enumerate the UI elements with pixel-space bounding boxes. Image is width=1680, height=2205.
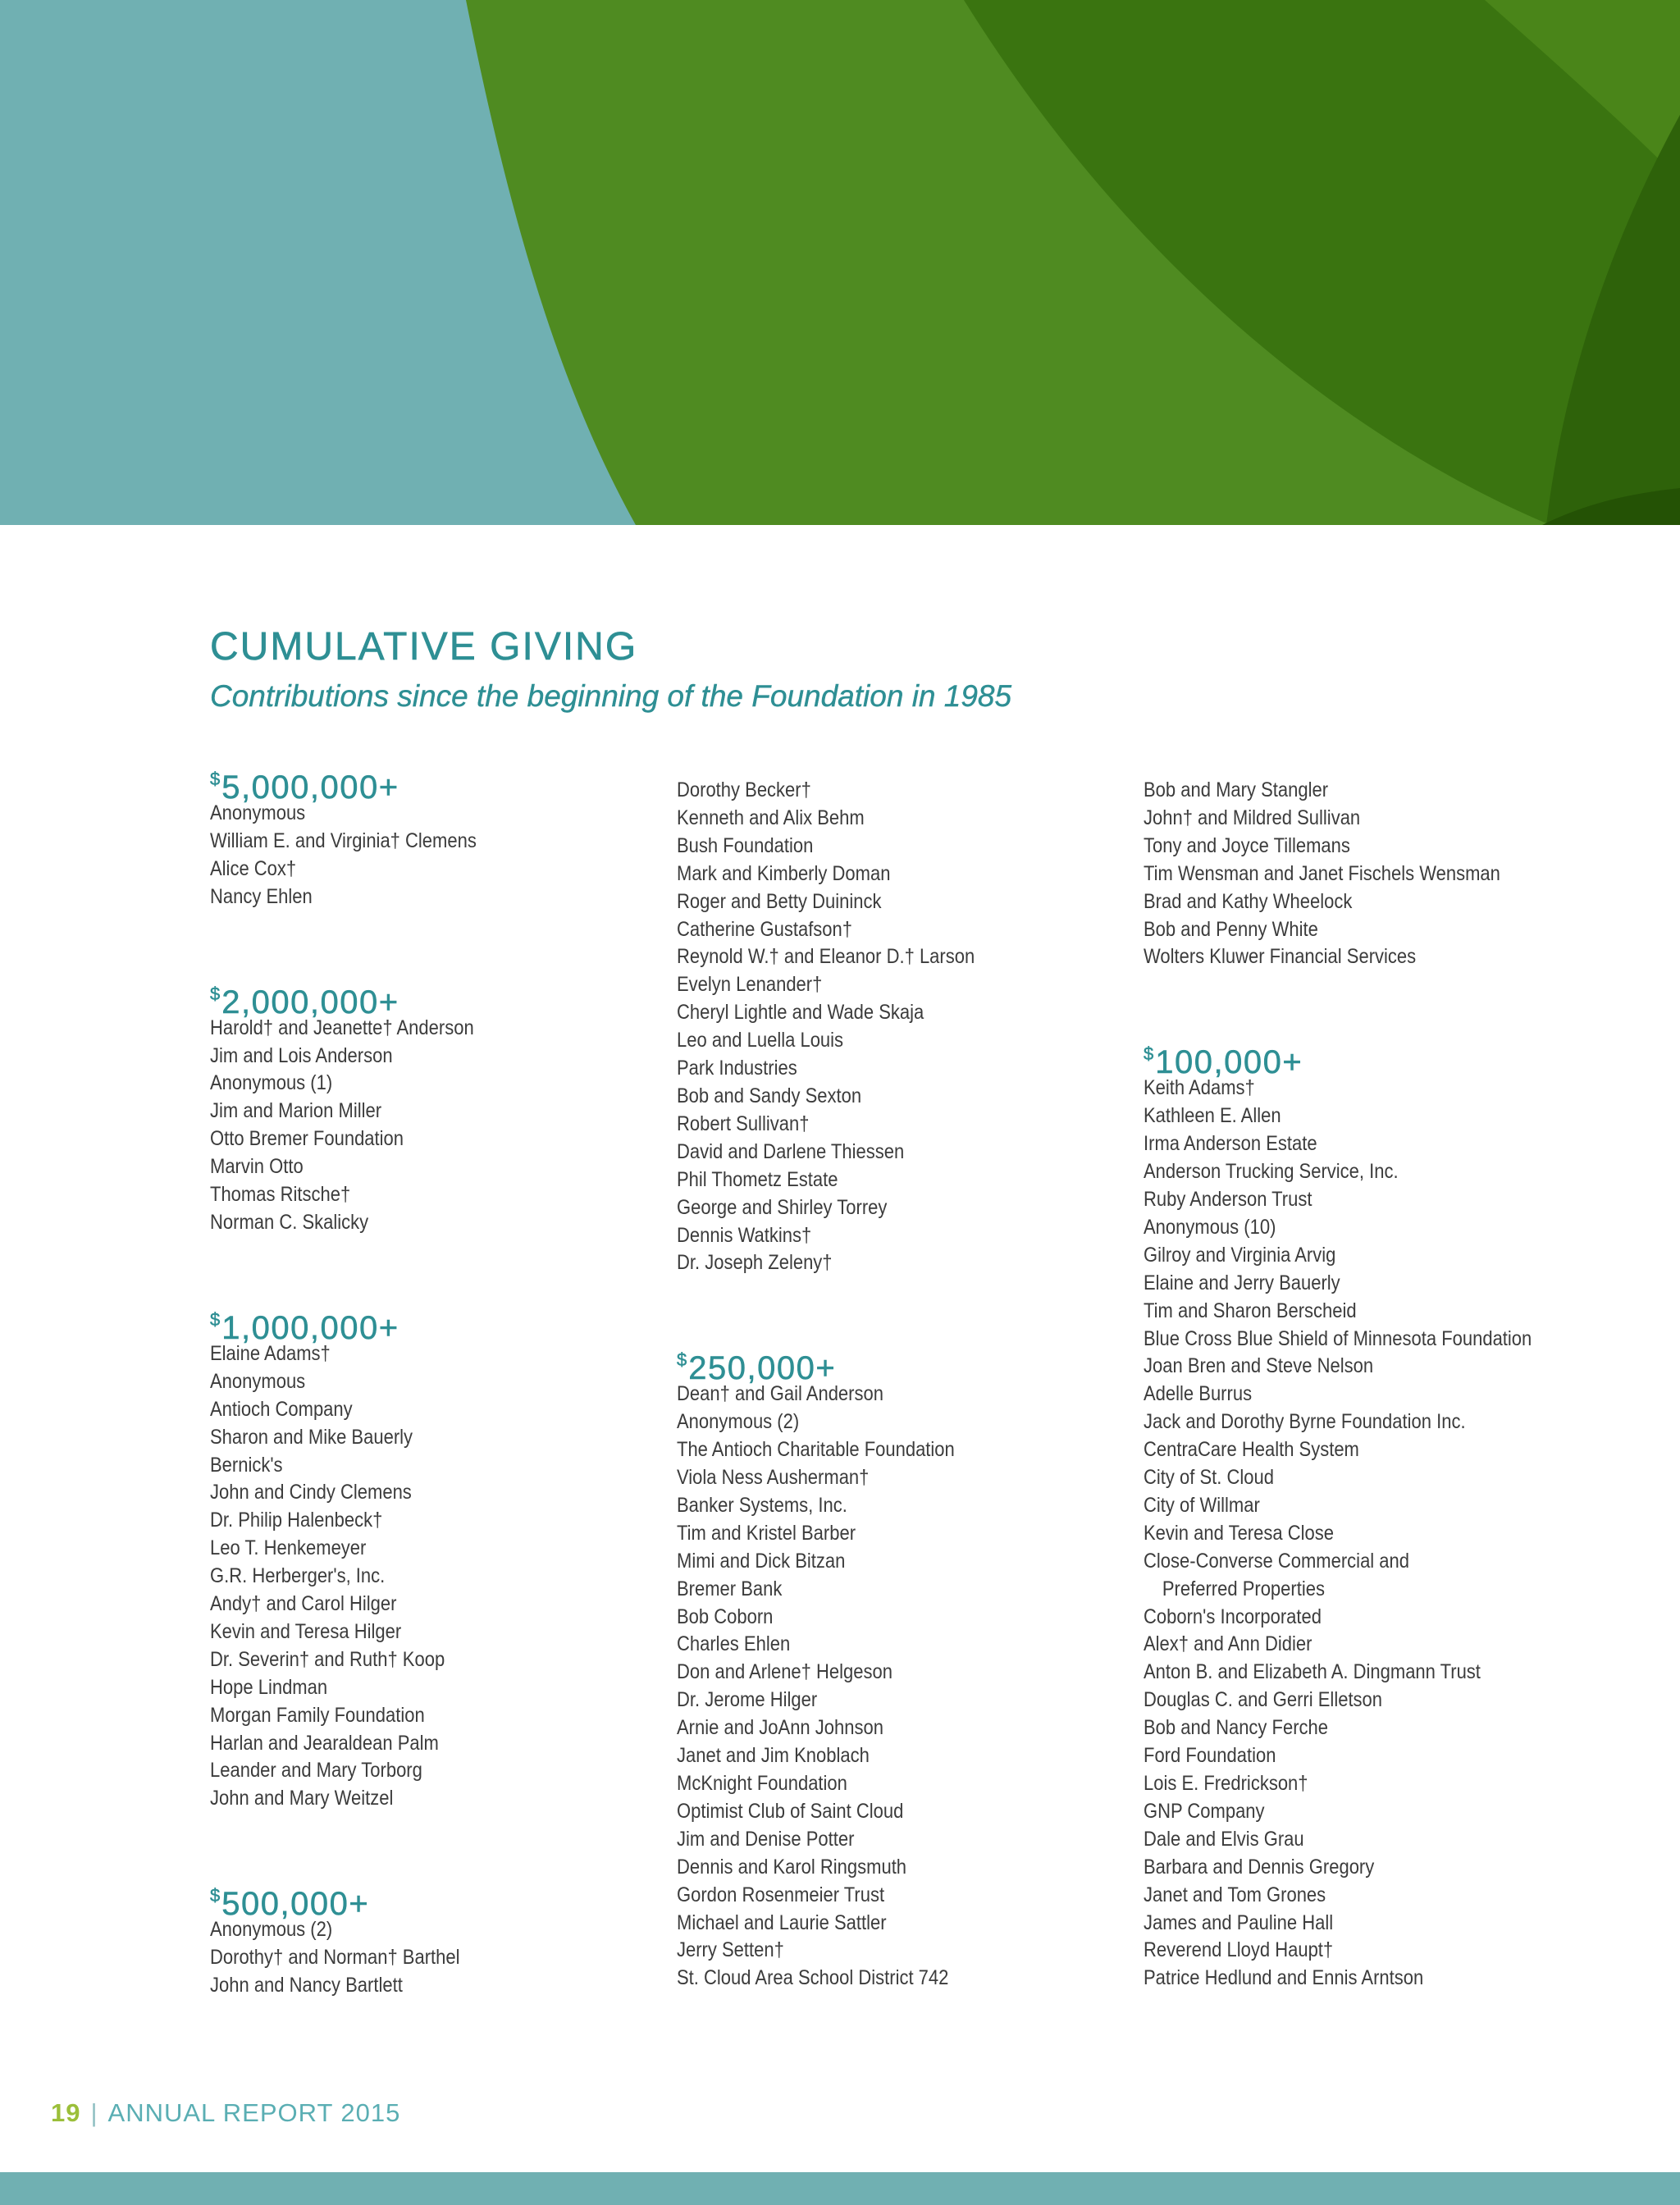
donor-name: Ruby Anderson Trust: [1144, 1187, 1312, 1211]
donor-name: Leo and Luella Louis: [677, 1029, 844, 1052]
donor-name: Roger and Betty Duininck: [677, 889, 882, 913]
donor-name: Dorothy† and Norman† Barthel: [210, 1946, 460, 1970]
donor-name: Dr. Jerome Hilger: [677, 1688, 818, 1712]
tier-amount-value: 100,000+: [1155, 1044, 1303, 1081]
donor-name: Alice Cox†: [210, 856, 297, 880]
donor-list: [210, 1340, 653, 1813]
column-lead-space: [1144, 759, 1586, 777]
donor-name: Dennis and Karol Ringsmuth: [677, 1855, 907, 1879]
donor-name: Ford Foundation: [1144, 1744, 1276, 1768]
page-number: 19: [51, 2098, 81, 2127]
donor-name: Bernick's: [210, 1453, 283, 1477]
donor-name: Dr. Philip Halenbeck†: [210, 1509, 383, 1532]
donor-name: Adelle Burrus: [1144, 1382, 1253, 1406]
donor-name: Lois E. Fredrickson†: [1144, 1772, 1308, 1795]
donor-name: Jack and Dorothy Byrne Foundation Inc.: [1144, 1410, 1466, 1434]
donor-name: Michael and Laurie Sattler: [677, 1911, 887, 1934]
donor-name: Dr. Severin† and Ruth† Koop: [210, 1647, 445, 1671]
donor-name: Andy† and Carol Hilger: [210, 1592, 397, 1616]
currency-symbol: $: [210, 769, 221, 789]
donor-name: Norman C. Skalicky: [210, 1210, 369, 1234]
donor-column-1: [210, 759, 653, 2000]
donor-name: Bremer Bank: [677, 1577, 783, 1600]
donor-name: Arnie and JoAnn Johnson: [677, 1716, 883, 1740]
tier-amount: [210, 974, 653, 1020]
donor-name: Anonymous (2): [210, 1918, 333, 1942]
donor-name: Coborn's Incorporated: [1144, 1605, 1322, 1628]
tier-amount-value: 5,000,000+: [221, 769, 399, 806]
donor-name: McKnight Foundation: [677, 1772, 847, 1795]
tier-amount: [210, 1299, 653, 1346]
donor-name: John and Nancy Bartlett: [210, 1974, 403, 1997]
donor-name: Bush Foundation: [677, 833, 814, 857]
donor-name: St. Cloud Area School District 742: [677, 1966, 949, 1990]
donor-name: Jim and Denise Potter: [677, 1827, 855, 1851]
donor-name: Kevin and Teresa Hilger: [210, 1619, 402, 1643]
donor-name: Close-Converse Commercial and: [1144, 1549, 1410, 1573]
column-lead-space: [677, 759, 1120, 777]
donor-name: Elaine and Jerry Bauerly: [1144, 1271, 1340, 1294]
donor-name: Janet and Jim Knoblach: [677, 1744, 870, 1768]
donor-list-continued: [677, 777, 1120, 1277]
donor-name: Gilroy and Virginia Arvig: [1144, 1243, 1336, 1267]
donor-list: [1144, 1075, 1586, 1993]
donor-name: Preferred Properties: [1162, 1577, 1325, 1600]
donor-name: Viola Ness Ausherman†: [677, 1466, 870, 1490]
donor-name: Dean† and Gail Anderson: [677, 1382, 883, 1406]
tier-amount: [1144, 1034, 1586, 1081]
donor-name: Barbara and Dennis Gregory: [1144, 1855, 1375, 1879]
donor-name: Anonymous (2): [677, 1410, 800, 1434]
donor-name: Blue Cross Blue Shield of Minnesota Foundation: [1144, 1326, 1532, 1350]
tier-250000: [677, 1340, 1120, 1993]
donor-name: Reverend Lloyd Haupt†: [1144, 1938, 1334, 1962]
donor-name: Tim Wensman and Janet Fischels Wensman: [1144, 861, 1500, 885]
donor-name: Robert Sullivan†: [677, 1112, 810, 1135]
tier-1000000: [210, 1299, 653, 1813]
header-banner: [0, 0, 1680, 525]
donor-name: Elaine Adams†: [210, 1341, 331, 1365]
donor-name: CentraCare Health System: [1144, 1438, 1359, 1462]
donor-list-continued: [1144, 777, 1586, 971]
donor-name: David and Darlene Thiessen: [677, 1139, 905, 1163]
donor-name: Leander and Mary Torborg: [210, 1759, 422, 1783]
page-title: CUMULATIVE GIVING: [210, 625, 638, 669]
donor-name: Harlan and Jearaldean Palm: [210, 1731, 439, 1755]
donor-name: Wolters Kluwer Financial Services: [1144, 945, 1417, 969]
donor-name: Tim and Kristel Barber: [677, 1521, 856, 1545]
donor-name: Otto Bremer Foundation: [210, 1127, 404, 1151]
tier-amount-value: 2,000,000+: [221, 984, 399, 1020]
donor-name: City of St. Cloud: [1144, 1466, 1274, 1490]
donor-name: Bob and Nancy Ferche: [1144, 1716, 1329, 1740]
donor-name: Don and Arlene† Helgeson: [677, 1660, 892, 1684]
tier-amount: [677, 1340, 1120, 1387]
currency-symbol: $: [210, 1308, 221, 1330]
donor-name: Morgan Family Foundation: [210, 1703, 425, 1727]
donor-name: Banker Systems, Inc.: [677, 1493, 847, 1517]
tier-amount: [210, 759, 653, 806]
donor-name: Bob and Mary Stangler: [1144, 778, 1329, 801]
donor-name: Antioch Company: [210, 1397, 353, 1421]
tier-100000: [1144, 1034, 1586, 1993]
donor-list: [210, 800, 653, 911]
donor-name: George and Shirley Torrey: [677, 1195, 888, 1219]
donor-name: The Antioch Charitable Foundation: [677, 1438, 955, 1462]
donor-name: Patrice Hedlund and Ennis Arntson: [1144, 1966, 1424, 1990]
donor-name: Nancy Ehlen: [210, 884, 313, 908]
donor-name: Harold† and Jeanette† Anderson: [210, 1016, 474, 1039]
donor-name: Catherine Gustafson†: [677, 917, 853, 941]
donor-name: Marvin Otto: [210, 1155, 304, 1179]
donor-name: Dale and Elvis Grau: [1144, 1827, 1304, 1851]
donor-name: William E. and Virginia† Clemens: [210, 829, 477, 852]
currency-symbol: $: [677, 1349, 687, 1371]
donor-name: Phil Thometz Estate: [677, 1167, 838, 1191]
donor-name: Hope Lindman: [210, 1675, 328, 1699]
donor-name: Dennis Watkins†: [677, 1223, 812, 1247]
tier-amount: [210, 1875, 653, 1923]
donor-column-2: [677, 759, 1120, 1993]
donor-name: Anton B. and Elizabeth A. Dingmann Trust: [1144, 1660, 1481, 1684]
donor-name: Jerry Setten†: [677, 1938, 784, 1962]
banner-graphic: [0, 0, 1680, 525]
donor-name: Tim and Sharon Berscheid: [1144, 1299, 1357, 1322]
donor-name: Anonymous (1): [210, 1071, 333, 1095]
tier-5000000: [210, 759, 653, 911]
bottom-bar: [0, 2172, 1680, 2205]
donor-name: Brad and Kathy Wheelock: [1144, 889, 1353, 913]
donor-name: Mark and Kimberly Doman: [677, 861, 891, 885]
donor-name: Anonymous (10): [1144, 1215, 1276, 1239]
footer-separator: |: [90, 2098, 98, 2127]
tier-2000000: [210, 974, 653, 1237]
tier-500000: [210, 1875, 653, 2000]
donor-name: Cheryl Lightle and Wade Skaja: [677, 1001, 924, 1025]
tier-amount-value: 250,000+: [688, 1350, 837, 1387]
donor-name: Anonymous: [210, 1369, 306, 1393]
report-title: ANNUAL REPORT 2015: [107, 2098, 401, 2127]
currency-symbol: $: [1144, 1043, 1154, 1065]
donor-name: Reynold W.† and Eleanor D.† Larson: [677, 945, 975, 969]
currency-symbol: $: [210, 983, 221, 1004]
donor-name: Jim and Marion Miller: [210, 1099, 382, 1123]
donor-name: Anonymous: [210, 801, 306, 824]
donor-name: Irma Anderson Estate: [1144, 1132, 1317, 1156]
donor-name: Bob Coborn: [677, 1605, 774, 1628]
donor-name: Keith Adams†: [1144, 1076, 1255, 1100]
donor-name: Charles Ehlen: [677, 1632, 791, 1656]
donor-name: James and Pauline Hall: [1144, 1911, 1334, 1934]
donor-name: John and Cindy Clemens: [210, 1481, 412, 1504]
donor-name: Evelyn Lenander†: [677, 973, 823, 997]
donor-name: Thomas Ritsche†: [210, 1183, 351, 1207]
donor-name: Douglas C. and Gerri Elletson: [1144, 1688, 1383, 1712]
donor-name: Dorothy Becker†: [677, 778, 811, 801]
donor-name: Kevin and Teresa Close: [1144, 1521, 1334, 1545]
donor-name: Mimi and Dick Bitzan: [677, 1549, 846, 1573]
donor-name: Kenneth and Alix Behm: [677, 806, 865, 829]
donor-name: Dr. Joseph Zeleny†: [677, 1251, 833, 1275]
donor-name: Janet and Tom Grones: [1144, 1883, 1326, 1906]
donor-name: Leo T. Henkemeyer: [210, 1536, 367, 1560]
donor-column-3: [1144, 759, 1586, 1993]
donor-name: G.R. Herberger's, Inc.: [210, 1564, 386, 1588]
donor-name: GNP Company: [1144, 1799, 1265, 1823]
donor-name: Joan Bren and Steve Nelson: [1144, 1354, 1374, 1378]
donor-name: Alex† and Ann Didier: [1144, 1632, 1312, 1656]
tier-amount-value: 500,000+: [221, 1886, 370, 1923]
donor-name: Anderson Trucking Service, Inc.: [1144, 1160, 1399, 1184]
donor-name: Tony and Joyce Tillemans: [1144, 833, 1350, 857]
donor-name: Optimist Club of Saint Cloud: [677, 1799, 904, 1823]
donor-list: [210, 1015, 653, 1237]
donor-name: Park Industries: [677, 1057, 797, 1080]
donor-name: Bob and Sandy Sexton: [677, 1084, 862, 1107]
donor-name: City of Willmar: [1144, 1493, 1260, 1517]
donor-name: John and Mary Weitzel: [210, 1787, 394, 1810]
donor-list: [210, 1916, 653, 2000]
page-footer: [51, 2097, 400, 2130]
donor-name: Kathleen E. Allen: [1144, 1104, 1281, 1128]
tier-amount-value: 1,000,000+: [221, 1309, 399, 1346]
donor-name: Gordon Rosenmeier Trust: [677, 1883, 885, 1906]
donor-name: John† and Mildred Sullivan: [1144, 806, 1361, 829]
donor-list: [677, 1381, 1120, 1993]
donor-name: Bob and Penny White: [1144, 917, 1318, 941]
page-subtitle: Contributions since the beginning of the Foundation in 1985: [210, 679, 1012, 713]
donor-name: Sharon and Mike Bauerly: [210, 1425, 413, 1449]
donor-name: Jim and Lois Anderson: [210, 1043, 393, 1067]
section-heading: [210, 623, 1011, 715]
currency-symbol: $: [210, 1885, 221, 1906]
